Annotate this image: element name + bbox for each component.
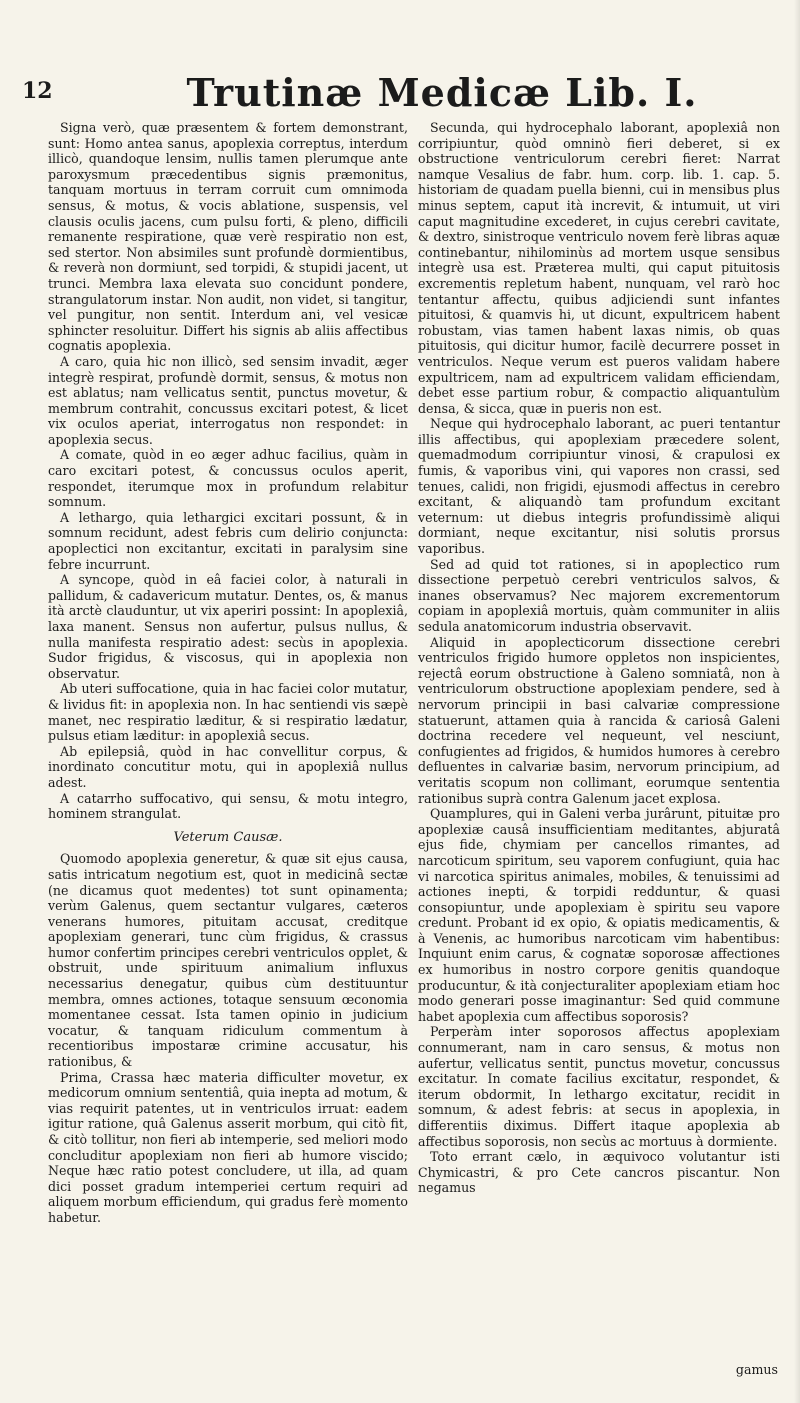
paragraph: Perperàm inter soporosos affectus apoplexiam connumerant, nam in caro sensus, & motus non aufertur, vellicatus sentit, punctus movetur, concussus excitatur. In comate facilius excitatur, respondet, & iterum obdormit, In lethargo excitatur, recidit in somnum, & adest febris: at secus in apoplexia, in differentiis diximus. Differt itaque apoplexia ab affectibus soporosis, non secùs ac mortuus à dormiente. — [418, 1024, 780, 1149]
page-header — [22, 70, 782, 120]
paragraph: Aliquid in apoplecticorum dissectione cerebri ventriculos frigido humore oppletos non inspicientes, rejectâ eorum obstructione à Galeno somniatâ, non à ventriculorum obstructione apoplexiam pendere, sed à nervorum principii in basi calvariæ compressione statuerunt, attamen quia à rancida & cariosâ Galeni doctrina recedere vel nequeunt, vel nesciunt, confugientes ad frigidos, & humidos humores à cerebro defluentes in calvariæ basim, nervorum principium, ad veritatis scopum non collimant, eorumque sententia rationibus suprà contra Galenum jacet explosa. — [418, 634, 780, 806]
section-heading: Veterum Causæ. — [173, 829, 283, 845]
running-title: Trutinæ Medicæ Lib. I. — [186, 70, 698, 115]
paragraph: A lethargo, quia lethargici excitari possunt, & in somnum recidunt, adest febris cum delirio conjuncta: apoplectici non excitantur, excitati in paralysim sine febre incurrunt. — [48, 509, 408, 572]
paragraph: A syncope, quòd in eâ faciei color, à naturali in pallidum, & cadavericum mutatur. Dentes, os, & manus ità arctè clauduntur, ut vix aperiri possint: In apoplexiâ, laxa manent. Sensus non aufertur, pulsus nullus, & nulla manifesta respiratio adest: secùs in apoplexia. Sudor frigidus, & viscosus, qui in apoplexia non observatur. — [48, 572, 408, 681]
right-column — [418, 120, 780, 1196]
paragraph: Neque qui hydrocephalo laborant, ac pueri tentantur illis affectibus, qui apoplexiam præcedere solent, quemadmodum corripiuntur vinosi, & crapulosi ex fumis, & vaporibus vini, qui vapores non crassi, sed tenues, calidi, non frigidi, ejusmodi affectus in cerebro excitant, & aliquandò tam profundum excitant veternum: ut diebus integris profundissimè aliqui dormiant, neque excitantur, nisi solutis prorsus vaporibus. — [418, 416, 780, 557]
page-number: 12 — [22, 78, 53, 104]
paragraph: Prima, Crassa hæc materia difficulter movetur, ex medicorum omnium sententiâ, quia inepta ad motum, & vias requirit patentes, ut in ventriculos irruat: eadem igitur ratione, quâ Galenus asserit morbum, qui citò fit, & citò tollitur, non fieri ab intemperie, sed meliori modo concluditur apoplexiam non fieri ab humore viscido; Neque hæc ratio potest concludere, ut illa, ad quam dici posset gradum intemperiei certum requiri ad aliquem morbum efficiendum, qui gradus ferè momento habetur. — [48, 1069, 408, 1225]
paragraph: Quamplures, qui in Galeni verba jurârunt, pituitæ pro apoplexiæ causâ insufficientiam meditantes, abjuratâ ejus fide, chymiam per cancellos rimantes, ad narcoticum spiritum, seu vaporem confugiunt, quia hac vi narcotica spiritus animales, mobiles, & tenuissimi ad actiones inepti, & torpidi redduntur, & quasi consopiuntur, unde apoplexiam è spiritu seu vapore credunt. Probant id ex opio, & opiatis medicamentis, & à Venenis, ac humoribus narcoticam vim habentibus: Inquiunt enim carus, & cognatæ soporosæ affectiones ex humoribus in nostro corpore genitis quandoque producuntur, & ità conjecturaliter apoplexiam etiam hoc modo generari posse imaginantur: Sed quid commune habet apoplexia cum affectibus soporosis? — [418, 806, 780, 1024]
paragraph: A catarrho suffocativo, qui sensu, & motu integro, hominem strangulat. — [48, 790, 408, 822]
paragraph: Toto errant cælo, in æquivoco volutantur isti Chymicastri, & pro Cete cancros piscantur. Non negamus — [418, 1149, 780, 1196]
paragraph: Ab uteri suffocatione, quia in hac faciei color mutatur, & lividus fit: in apoplexia non. In hac sentiendi vis sæpè manet, nec respiratio læditur, & si respiratio lædatur, pulsus etiam læditur: in apoplexiâ secus. — [48, 681, 408, 744]
page-edge-shadow — [794, 0, 800, 1403]
paragraph: Signa verò, quæ præsentem & fortem demonstrant, sunt: Homo antea sanus, apoplexia correptus, interdum illicò, quandoque lensim, nullis tamen plerumque ante paroxysmum præcedentibus signis præmonitus, tanquam mortuus in terram corruit cum omnimoda sensus, & motus, & vocis ablatione, suspensis, vel clausis oculis jacens, cum pulsu forti, & pleno, difficili remanente respiratione, quæ verè respiratio non est, sed stertor. Non absimiles sunt profundè dormientibus, & reverà non dormiunt, sed torpidi, & stupidi jacent, ut trunci. Membra laxa elevata suo concidunt pondere, strangulatorum instar. Non audit, non videt, si tangitur, vel pungitur, non sentit. Interdum ani, vel vesicæ sphincter resoluitur. Differt his signis ab aliis affectibus cognatis apoplexia. — [48, 120, 408, 354]
left-column — [48, 120, 408, 1226]
paragraph: A comate, quòd in eo æger adhuc facilius, quàm in caro excitari potest, & concussus oculos aperit, respondet, iterumque mox in profundum relabitur somnum. — [48, 447, 408, 510]
paragraph: Ab epilepsiâ, quòd in hac convellitur corpus, & inordinato concutitur motu, qui in apoplexiâ nullus adest. — [48, 743, 408, 790]
paragraph: A caro, quia hic non illicò, sed sensim invadit, æger integrè respirat, profundè dormit, sensus, & motus non est ablatus; nam vellicatus sentit, punctus movetur, & membrum contrahit, concussus excitari potest, & licet vix oculos aperiat, interrogatus non respondet: in apoplexia secus. — [48, 353, 408, 447]
paragraph: Secunda, qui hydrocephalo laborant, apoplexiâ non corripiuntur, quòd omninò fieri deberet, si ex obstructione ventriculorum cerebri fieret: Narrat namque Vesalius de fabr. hum. corp. lib. 1. cap. 5. historiam de quadam puella bienni, cui in mensibus plus minus septem, caput ità increvit, & intumuit, ut viri caput magnitudine excederet, in cujus cerebri cavitate, & dextro, sinistroque ventriculo novem ferè libras aquæ continebantur, nihilominùs ad mortem usque sensibus integrè usa est. Præterea multi, qui caput pituitosis excrementis repletum habent, nunquam, vel rarò hoc tentantur affectu, quibus adjiciendi sunt infantes pituitosi, & quamvis hi, ut dicunt, expultricem habent robustam, vias tamen habent laxas nimis, ob quas pituitosis, qui dicitur humor, facilè decurrere posset in ventriculos. Neque verum est pueros validam habere expultricem, nam ad expultricem validam efficiendam, debet esse partium robur, & compactio aliquantulùm densa, & sicca, quæ in pueris non est. — [418, 120, 780, 416]
paragraph: Quomodo apoplexia generetur, & quæ sit ejus causa, satis intricatum negotium est, quot in medicinâ sectæ (ne dicamus quot medentes) tot sunt opinamenta; verùm Galenus, quem sectantur vulgares, cæteros venerans humores, pituitam accusat, creditque apoplexiam generari, tunc cùm frigidus, & crassus humor confertim principes cerebri ventriculos opplet, & obstruit, unde spirituum animalium influxus necessarius denegatur, quibus cùm destituuntur membra, omnes actiones, totaque sensuum œconomia momentanee cessat. Ista tamen opinio in judicium vocatur, & tanquam ridiculum commentum à recentioribus impostaræ crimine accusatur, his rationibus, & — [48, 851, 408, 1070]
paragraph: Sed ad quid tot rationes, si in apoplectico rum dissectione perpetuò cerebri ventriculos salvos, & inanes observamus? Nec majorem excrementorum copiam in apoplexiâ mortuis, quàm communiter in aliis sedula anatomicorum industria observavit. — [418, 556, 780, 634]
catchword: gamus — [735, 1362, 778, 1377]
